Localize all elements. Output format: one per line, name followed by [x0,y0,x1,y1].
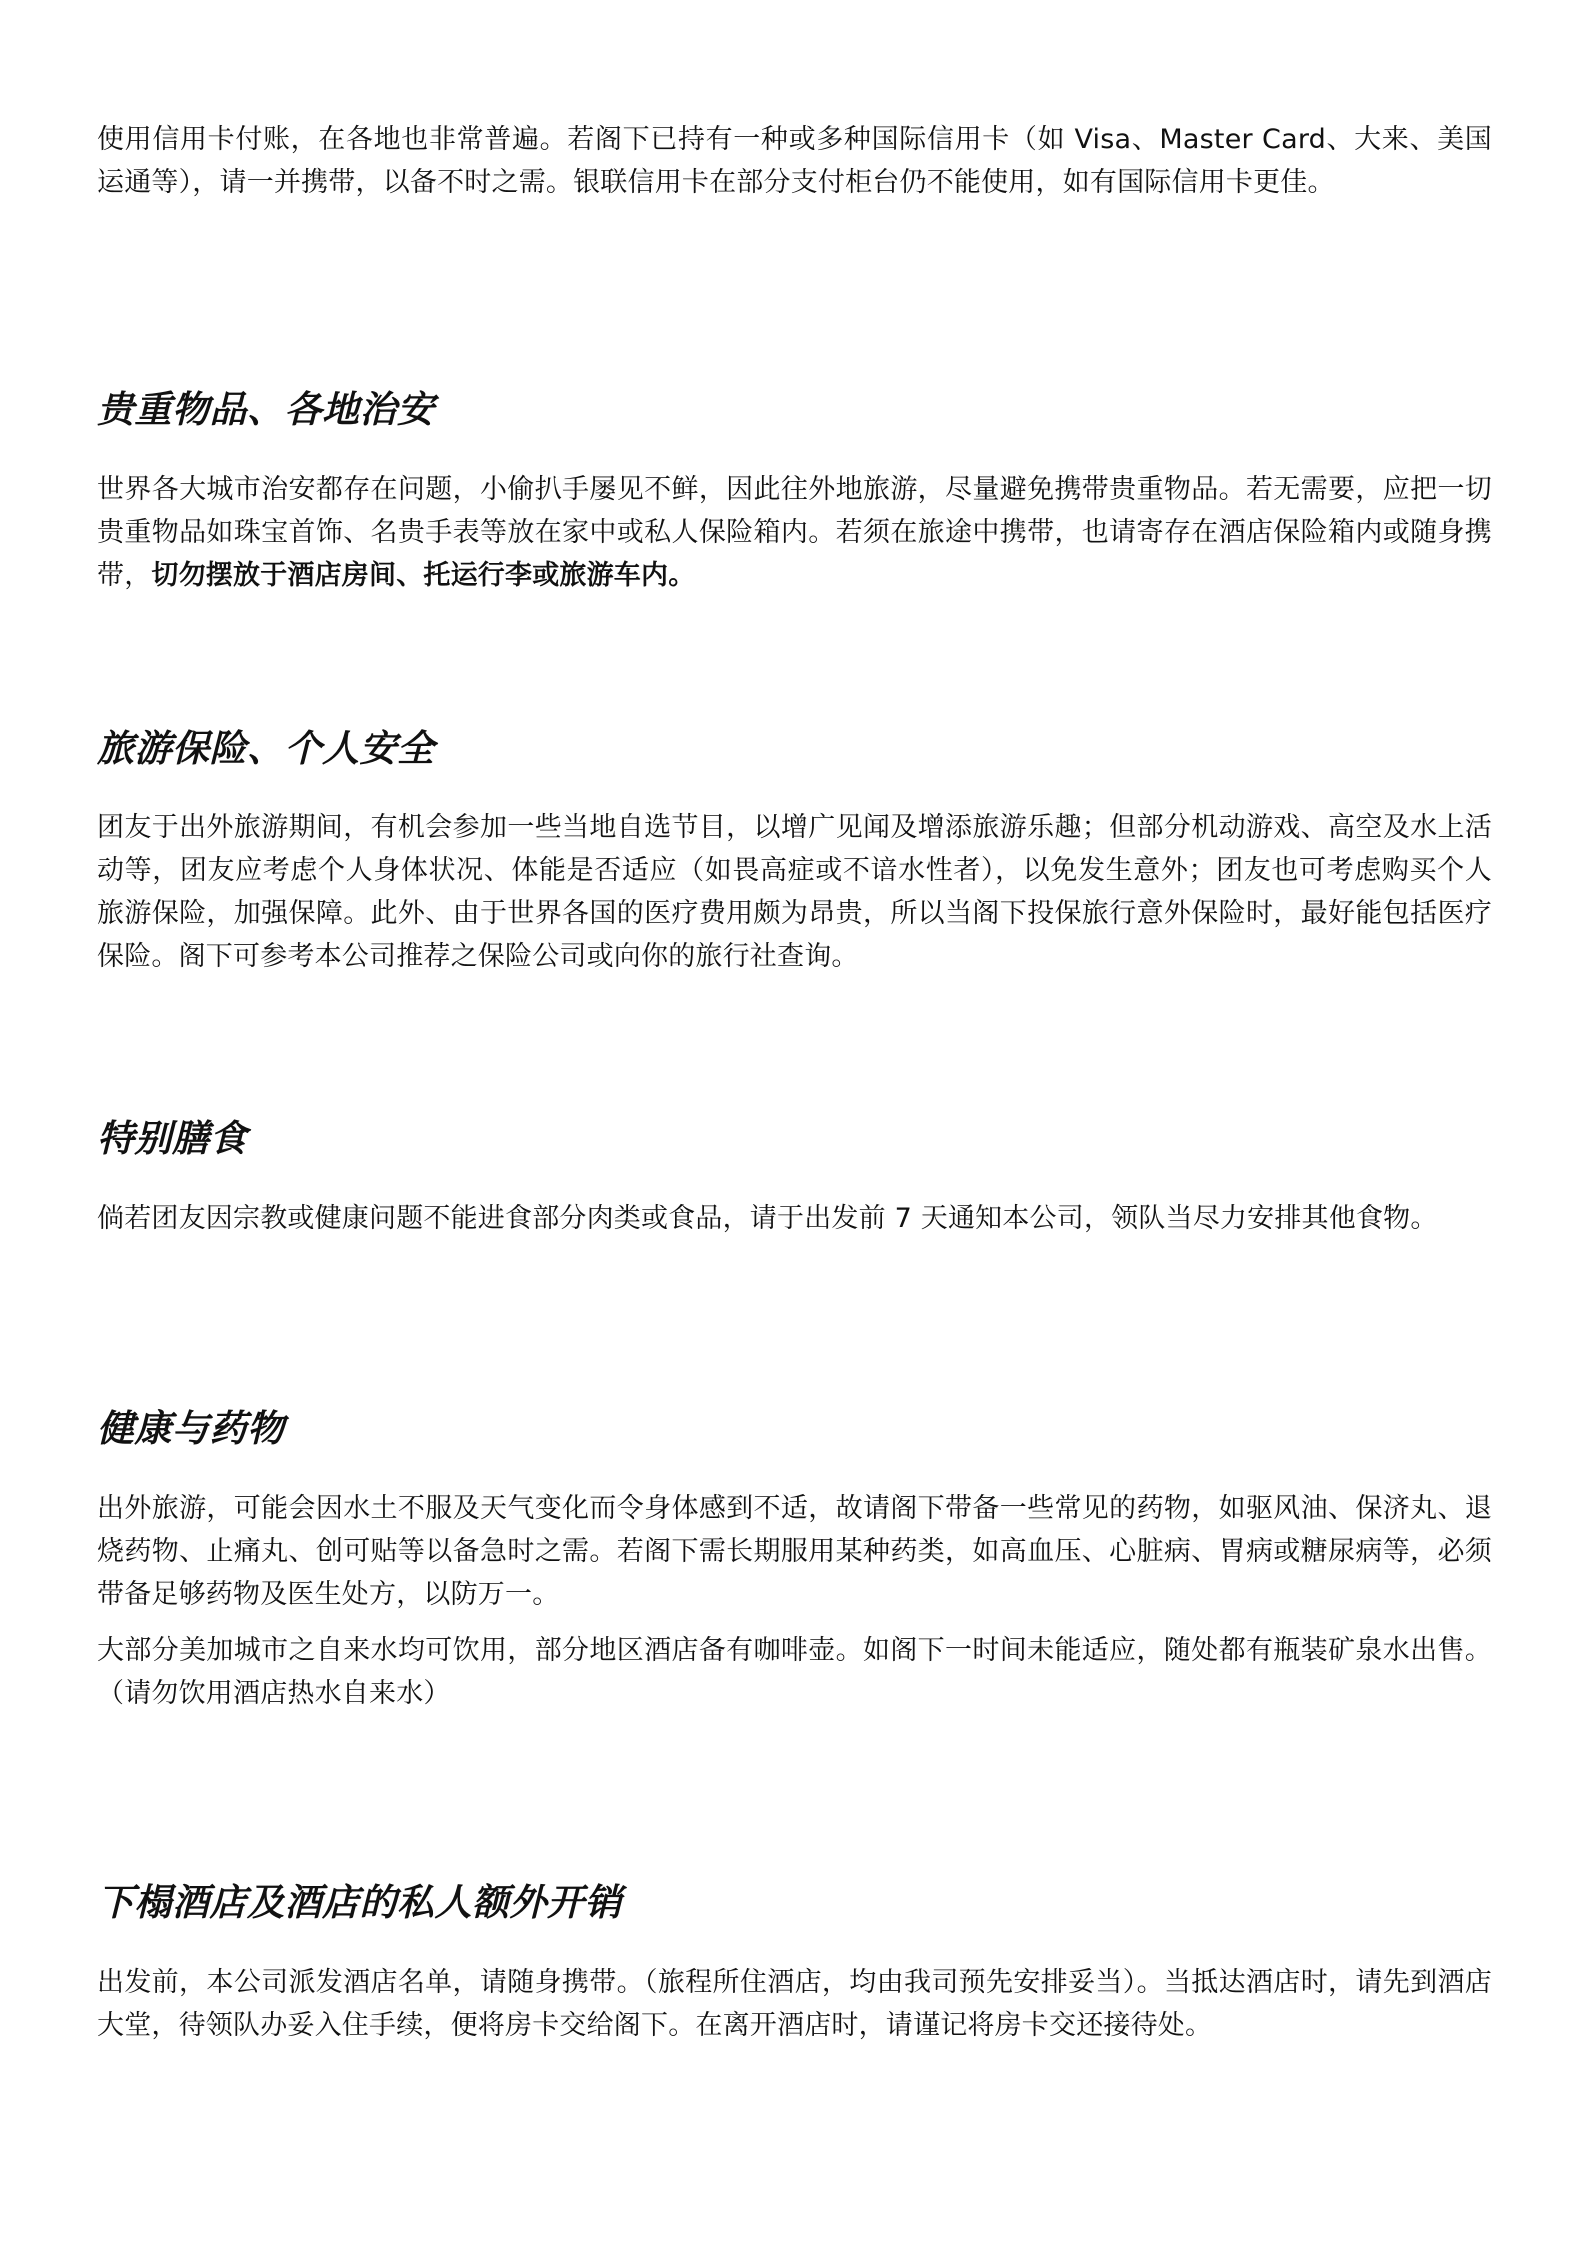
section-insurance-body [97,806,1492,978]
paragraph: 倘若团友因宗教或健康问题不能进食部分肉类或食品，请于出发前 7 天通知本公司，领队当尽力安排其他食物。 [97,1203,1438,1234]
section-hotel-body [97,1961,1492,2047]
paragraph: 出发前，本公司派发酒店名单，请随身携带。（旅程所住酒店，均由我司预先安排妥当）。当抵达酒店时，请先到酒店大堂，待领队办妥入住手续，便将房卡交给阁下。在离开酒店时，请谨记将房卡交还接待处。 [97,1967,1492,2041]
section-insurance [97,724,1492,774]
paragraph: 出外旅游，可能会因水土不服及天气变化而令身体感到不适，故请阁下带备一些常见的药物，如驱风油、保济丸、退烧药物、止痛丸、创可贴等以备急时之需。若阁下需长期服用某种药类，如高血压、心脏病、胃病或糖尿病等，必须带备足够药物及医生处方，以防万一。 [97,1493,1492,1610]
section-title: 旅游保险、个人安全 [97,727,435,770]
section-health-body-1 [97,1487,1492,1616]
paragraph: 团友于出外旅游期间，有机会参加一些当地自选节目，以增广见闻及增添旅游乐趣；但部分机动游戏、高空及水上活动等，团友应考虑个人身体状况、体能是否适应（如畏高症或不谙水性者），以免发生意外；团友也可考虑购买个人旅游保险，加强保障。此外、由于世界各国的医疗费用颇为昂贵，所以当阁下投保旅行意外保险时，最好能包括医疗保险。阁下可参考本公司推荐之保险公司或向你的旅行社查询。 [97,812,1492,972]
section-special-diet-body [97,1197,1492,1240]
paragraph: 大部分美加城市之自来水均可饮用，部分地区酒店备有咖啡壶。如阁下一时间未能适应，随处都有瓶装矿泉水出售。（请勿饮用酒店热水自来水） [97,1635,1492,1709]
section-title: 健康与药物 [97,1407,285,1450]
section-hotel [97,1878,1492,1928]
section-health [97,1404,1492,1454]
intro-block [97,118,1492,204]
section-valuables-body [97,468,1492,597]
intro-paragraph: 使用信用卡付账，在各地也非常普遍。若阁下已持有一种或多种国际信用卡（如 Visa、Master Card、大来、美国运通等），请一并携带，以备不时之需。银联信用卡在部分支付柜台仍不能使用，如有国际信用卡更佳。 [97,124,1492,198]
paragraph [97,468,1492,597]
section-special-diet [97,1114,1492,1164]
section-title: 特别膳食 [97,1117,247,1160]
section-title: 下榻酒店及酒店的私人额外开销 [97,1881,622,1924]
paragraph-text: 世界各大城市治安都存在问题，小偷扒手屡见不鲜，因此往外地旅游，尽量避免携带贵重物品。若无需要，应把一切贵重物品如珠宝首饰、名贵手表等放在家中或私人保险箱内。若须在旅途中携带，也请寄存在酒店保险箱内或随身携带， [97,474,1492,591]
warning-text: 切勿摆放于酒店房间、托运行李或旅游车内。 [151,560,696,591]
section-health-body-2 [97,1629,1492,1715]
section-valuables [97,385,1492,435]
section-title: 贵重物品、各地治安 [97,388,435,431]
